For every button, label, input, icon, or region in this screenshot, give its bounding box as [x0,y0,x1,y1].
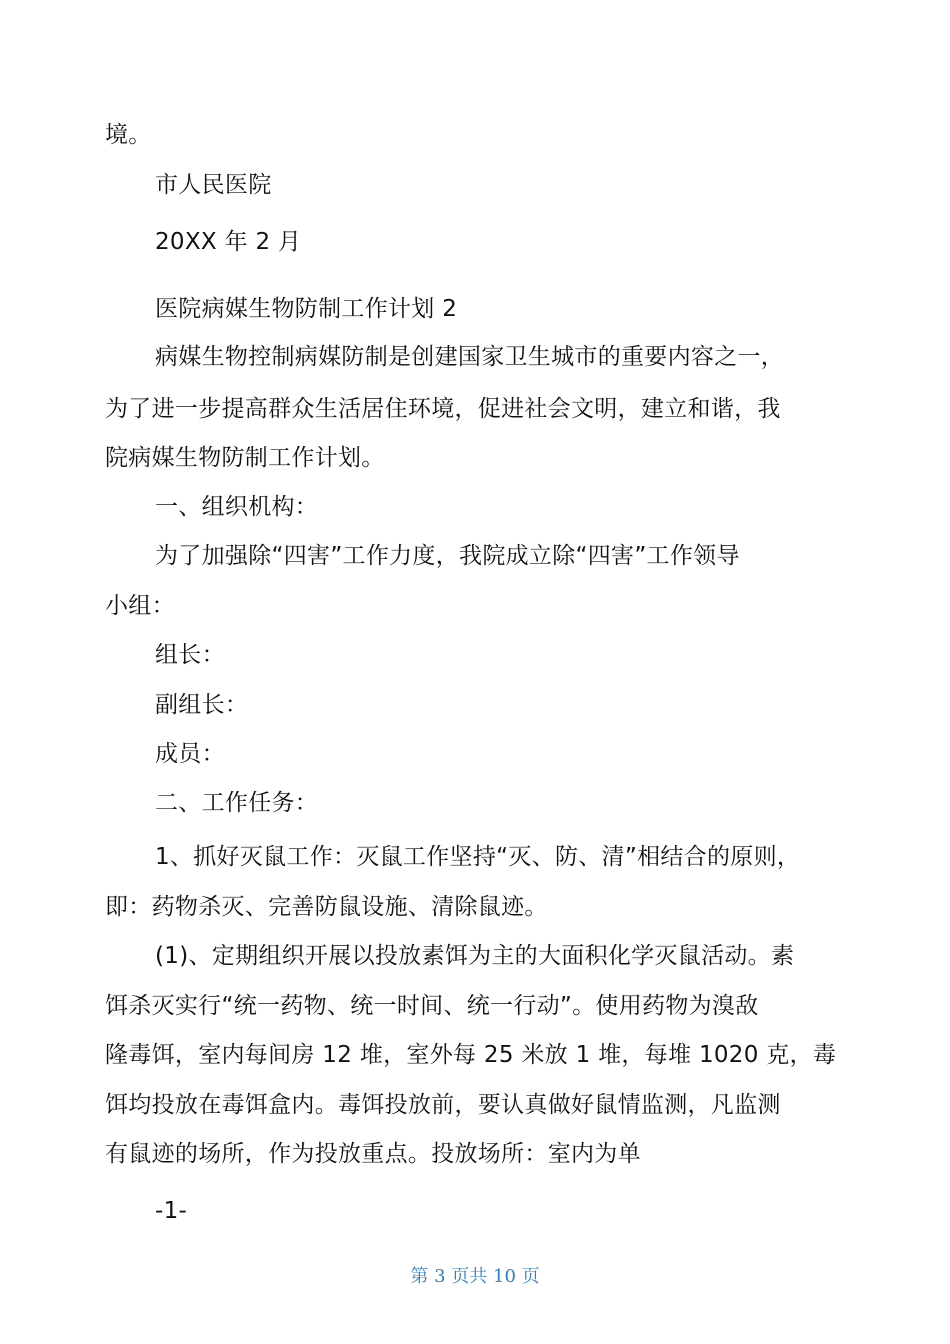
paragraph-line: 隆毒饵，室内每间房 12 堆，室外每 25 米放 1 堆，每堆 1020 克，毒 [105,1042,837,1068]
paragraph-line: 有鼠迹的场所，作为投放重点。投放场所：室内为单 [105,1141,641,1167]
heading-tasks: 二、工作任务： [155,790,319,816]
members-label: 成员： [155,741,225,767]
paragraph-line: 饵杀灭实行“统一药物、统一时间、统一行动”。使用药物为溴敌 [105,993,759,1019]
paragraph-line: 为了进一步提高群众生活居住环境，促进社会文明，建立和谐，我 [105,396,781,422]
paragraph-line: 饵均投放在毒饵盒内。毒饵投放前，要认真做好鼠情监测，凡监测 [105,1092,781,1118]
paragraph-line: 1、抓好灭鼠工作：灭鼠工作坚持“灭、防、清”相结合的原则， [155,844,801,870]
paragraph-line: 境。 [105,122,152,148]
group-leader-label: 组长： [155,642,225,668]
page-number: -1- [155,1198,188,1224]
paragraph-line: 小组： [105,593,175,619]
signature-hospital: 市人民医院 [155,172,272,198]
heading-organization: 一、组织机构： [155,494,319,520]
paragraph-line: 院病媒生物防制工作计划。 [105,445,385,471]
paragraph-line: 为了加强除“四害”工作力度，我院成立除“四害”工作领导 [155,543,740,569]
deputy-leader-label: 副组长： [155,692,249,718]
section-title: 医院病媒生物防制工作计划 2 [155,296,458,322]
paragraph-line: 即：药物杀灭、完善防鼠设施、清除鼠迹。 [105,894,548,920]
signature-date: 20XX 年 2 月 [155,229,302,255]
paragraph-line: 病媒生物控制病媒防制是创建国家卫生城市的重要内容之一， [155,344,785,370]
paragraph-line: (1)、定期组织开展以投放素饵为主的大面积化学灭鼠活动。素 [155,943,795,969]
footer-page-indicator: 第 3 页共 10 页 [410,1266,540,1287]
